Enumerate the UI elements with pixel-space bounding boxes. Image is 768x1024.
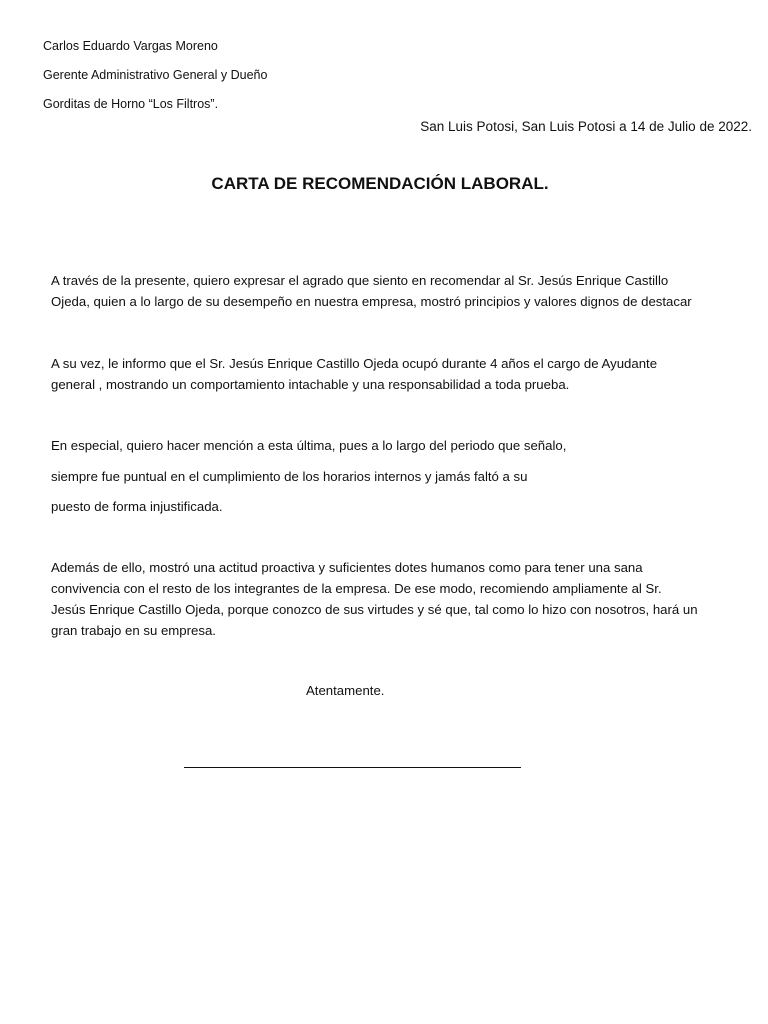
paragraph-3-line-1: En especial, quiero hacer mención a esta última, pues a lo largo del periodo que señalo, bbox=[51, 438, 567, 453]
paragraph-4-line-4: gran trabajo en su empresa. bbox=[51, 623, 216, 638]
paragraph-2-line-2: general , mostrando un comportamiento intachable y una responsabilidad a toda prueba. bbox=[51, 377, 570, 392]
paragraph-4-line-1: Además de ello, mostró una actitud proactiva y suficientes dotes humanos como para tener una sana bbox=[51, 560, 643, 575]
paragraph-4-line-2: convivencia con el resto de los integrantes de la empresa. De ese modo, recomiendo ampliamente al Sr. bbox=[51, 581, 662, 596]
sender-company: Gorditas de Horno “Los Filtros”. bbox=[43, 97, 219, 111]
paragraph-1-line-1: A través de la presente, quiero expresar el agrado que siento en recomendar al Sr. Jesús Enrique Castillo bbox=[51, 273, 669, 288]
paragraph-3-line-3: puesto de forma injustificada. bbox=[51, 499, 223, 514]
paragraph-2-line-1: A su vez, le informo que el Sr. Jesús Enrique Castillo Ojeda ocupó durante 4 años el cargo de Ayudante bbox=[51, 356, 658, 371]
sender-position: Gerente Administrativo General y Dueño bbox=[43, 68, 268, 82]
paragraph-4-line-3: Jesús Enrique Castillo Ojeda, porque conozco de sus virtudes y sé que, tal como lo hizo con nosotros, hará un bbox=[51, 602, 698, 617]
closing: Atentamente. bbox=[306, 683, 385, 698]
paragraph-1-line-2: Ojeda, quien a lo largo de su desempeño en nuestra empresa, mostró principios y valores dignos de destacar bbox=[51, 294, 692, 309]
paragraph-3-line-2: siempre fue puntual en el cumplimiento de los horarios internos y jamás faltó a su bbox=[51, 469, 528, 484]
sender-name: Carlos Eduardo Vargas Moreno bbox=[43, 39, 218, 53]
date-line: San Luis Potosi, San Luis Potosi a 14 de Julio de 2022. bbox=[420, 119, 752, 134]
signature-line bbox=[184, 767, 521, 768]
letter-title: CARTA DE RECOMENDACIÓN LABORAL. bbox=[211, 174, 549, 193]
